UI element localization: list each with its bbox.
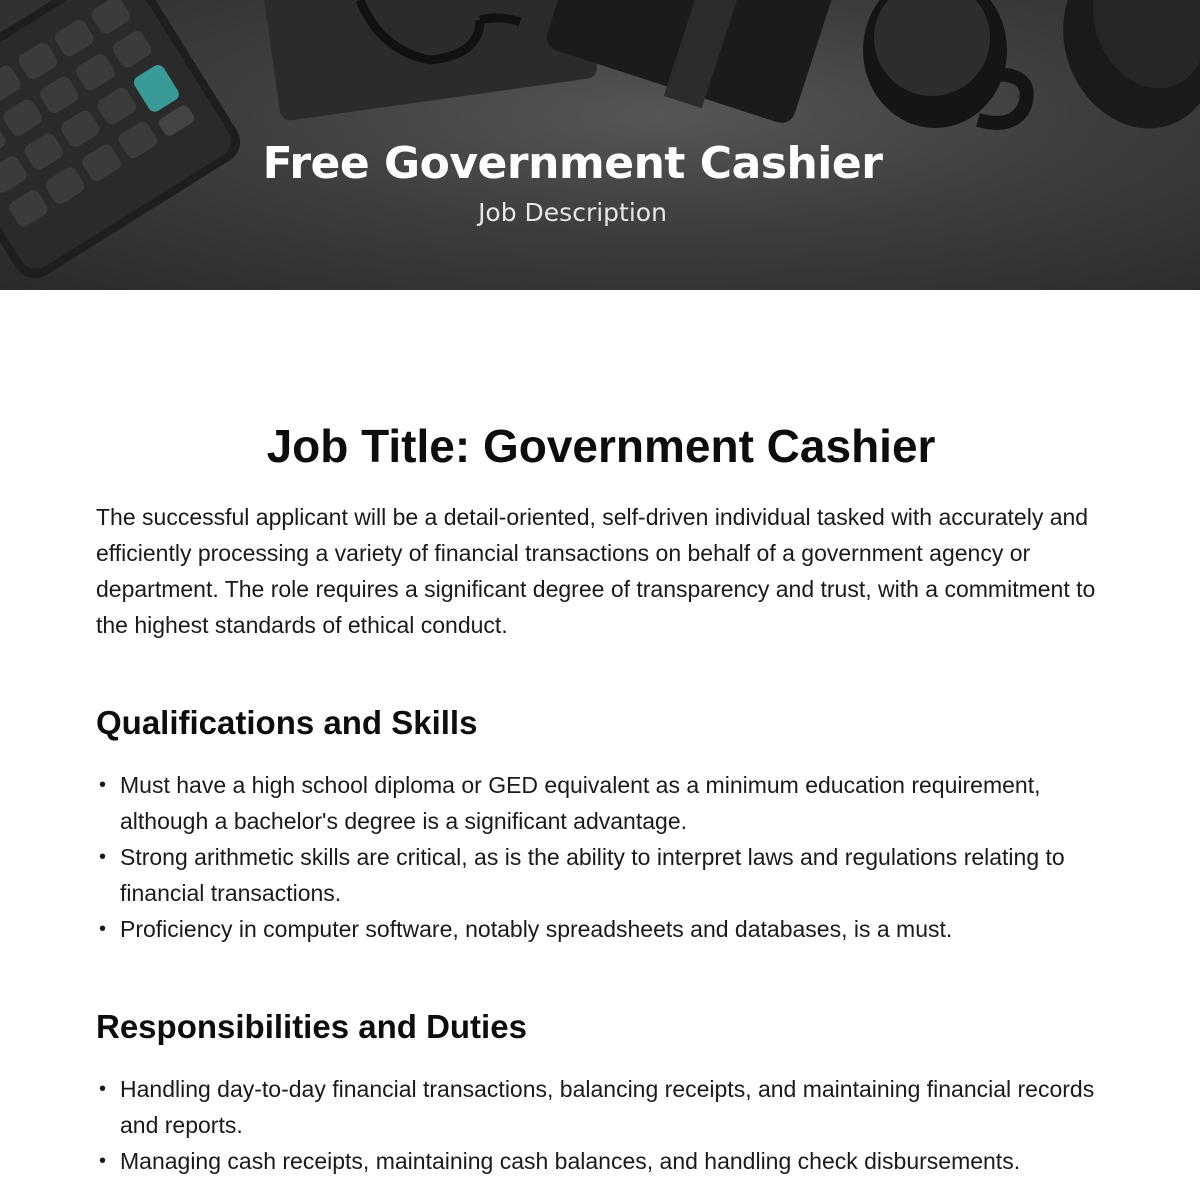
section-heading-qualifications: Qualifications and Skills bbox=[96, 704, 478, 741]
list-item bbox=[96, 839, 1106, 911]
list-item-text: Handling day-to-day financial transactions, balancing receipts, and maintaining financial records and reports. bbox=[120, 1076, 1095, 1138]
list-item-text: Must have a high school diploma or GED equivalent as a minimum education requirement, although a bachelor's degree is a significant advantage. bbox=[120, 772, 1041, 834]
list-item bbox=[96, 1071, 1106, 1143]
bullet-icon: • bbox=[99, 1078, 107, 1100]
document-body bbox=[96, 418, 1106, 1179]
list-item-text: Managing cash receipts, maintaining cash balances, and handling check disbursements. bbox=[120, 1148, 1021, 1174]
header-banner bbox=[0, 0, 1200, 290]
bullet-icon: • bbox=[99, 846, 107, 868]
coffee-cup-image bbox=[863, 0, 1027, 128]
qualifications-list bbox=[96, 767, 1106, 947]
mouse-image bbox=[1039, 0, 1200, 150]
list-item bbox=[96, 767, 1106, 839]
list-item-text: Proficiency in computer software, notably spreadsheets and databases, is a must. bbox=[120, 916, 953, 942]
list-item-text: Strong arithmetic skills are critical, as is the ability to interpret laws and regulations relating to financial transactions. bbox=[120, 844, 1065, 906]
banner-title: Free Government Cashier bbox=[262, 138, 883, 189]
list-item bbox=[96, 911, 1106, 947]
job-title: Job Title: Government Cashier bbox=[266, 420, 936, 472]
intro-paragraph: The successful applicant will be a detail-oriented, self-driven individual tasked with accurately and efficiently processing a variety of financial transactions on behalf of a government agency or department. The role requires a significant degree of transparency and trust, with a commitment to the highest standards of ethical conduct. bbox=[96, 504, 1096, 638]
section-heading-responsibilities: Responsibilities and Duties bbox=[96, 1008, 527, 1045]
bullet-icon: • bbox=[99, 774, 107, 796]
responsibilities-list bbox=[96, 1071, 1106, 1179]
banner-subtitle: Job Description bbox=[478, 198, 667, 227]
bullet-icon: • bbox=[99, 918, 107, 940]
bullet-icon: • bbox=[99, 1150, 107, 1172]
list-item bbox=[96, 1143, 1106, 1179]
